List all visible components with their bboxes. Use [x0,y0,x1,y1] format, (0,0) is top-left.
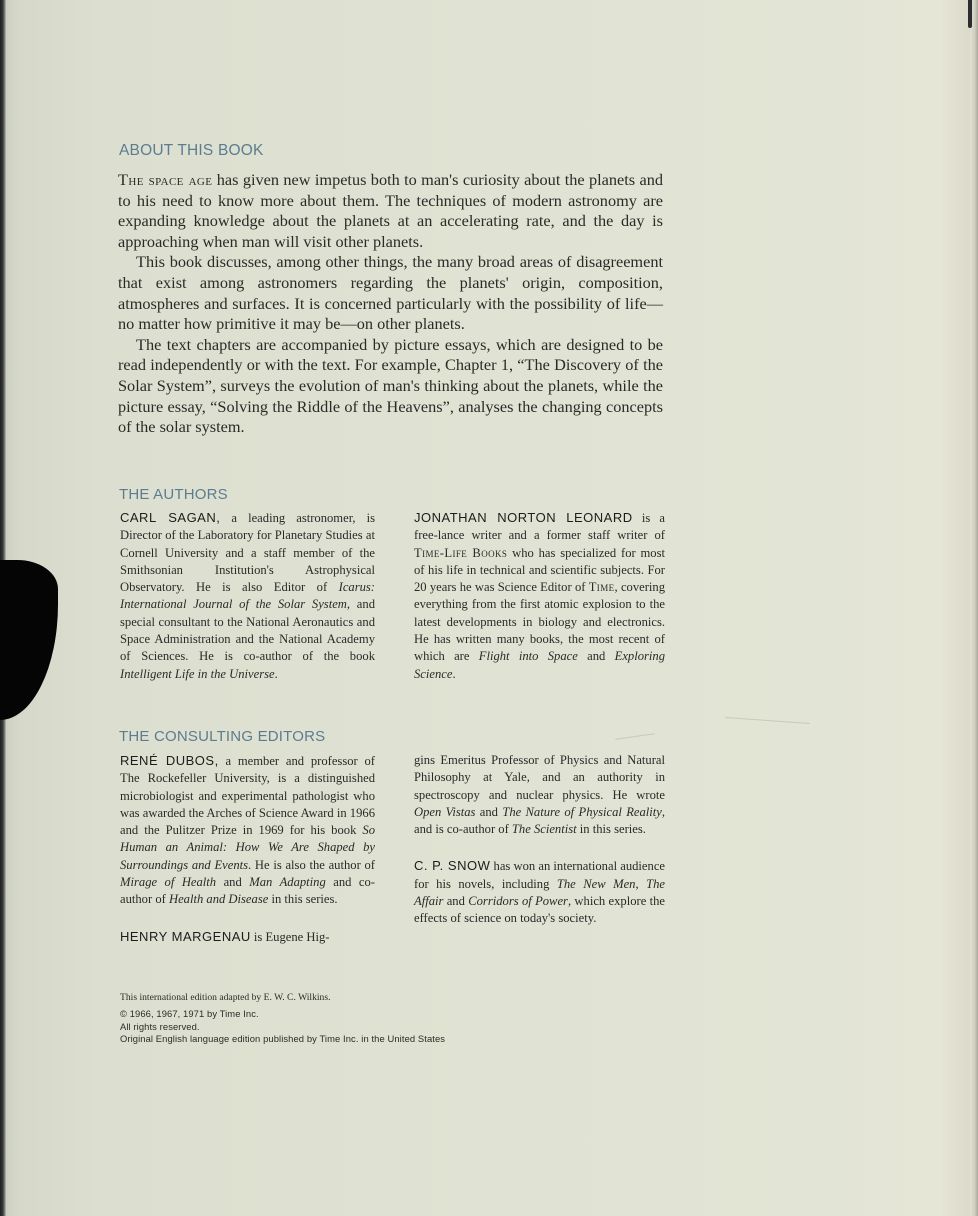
author-bio-sagan: CARL SAGAN, a leading astronomer, is Director of the Laboratory for Planetary Studies at Cornell University and a staff member of the Smithsonian Institution's Astrophysical Observatory. He is also Editor of Icarus: International Journal of the Solar System, and special consultant to the National Aeronautics and Space Administration and the National Academy of Sciences. He is co-author of the book Intelligent Life in the Universe. [120,510,375,681]
edition-credit: This international edition adapted by E. W. C. Wilkins. [120,992,331,1003]
editor-bio-snow: C. P. SNOW has won an international audience for his novels, including The New Men, The Affair and Corridors of Power, which explore the effects of science on today's society. [414,858,665,926]
copyright-line: © 1966, 1967, 1971 by Time Inc. [120,1008,259,1020]
about-paragraph-2: This book discusses, among other things, the many broad areas of disagreement that exist among astronomers regarding the planets' origin, composition, atmospheres and surfaces. It is concerned particularly with the possibility of life—no matter how primitive it may be—on other planets. [118,252,663,334]
editor-bios-left [120,752,375,946]
editor-bio-margenau-cont: gins Emeritus Professor of Physics and Natural Philosophy at Yale, and an authority in spectroscopy and nuclear physics. He wrote Open Vistas and The Nature of Physical Reality, and is co-author of The Scientist in this series. [414,753,666,837]
book-title: The New Men [556,876,636,891]
book-title: The Scientist [511,822,577,837]
book-title: The Nature of Physical Reality [502,804,662,819]
original-edition-line: Original English language edition published by Time Inc. in the United States [120,1033,446,1045]
book-title: Mirage of Health [120,875,217,890]
author-name: CARL SAGAN, [120,510,221,525]
editor-bio-margenau-start [120,928,375,946]
paper-crease [725,717,810,724]
editor-name: RENÉ DUBOS, [120,753,219,768]
book-title: So Human an Animal: How We Are Shaped by Surroundings and Events [120,823,375,872]
copyright-credits [120,992,445,1046]
editor-name: C. P. SNOW [414,858,491,874]
book-title: Health and Disease [168,892,269,907]
consulting-editors-heading: THE CONSULTING EDITORS [119,728,326,745]
book-title: Open Vistas [414,804,476,819]
thumb-tab-shadow [0,560,58,720]
about-heading: ABOUT THIS BOOK [119,142,264,159]
about-paragraph-1: The space age has given new impetus both to man's curiosity about the planets and to his need to know more about them. The techniques of modern astronomy are expanding knowledge about the planets at an accelerating rate, and the day is approaching when man will visit other planets. [118,170,663,251]
book-title: Exploring Science [414,649,665,681]
editor-bios-right [414,752,665,928]
editor-bio-dubos: RENÉ DUBOS, a member and professor of The Rockefeller University, is a distinguished microbiologist and experimental pathologist who was awarded the Arches of Science Award in 1966 and the Pulitzer Prize in 1969 for his book So Human an Animal: How We Are Shaped by Surroundings and Events. He is also the author of Mirage of Health and Man Adapting and co-author of Health and Disease in this series. [120,753,376,907]
about-paragraph-3: The text chapters are accompanied by picture essays, which are designed to be read independently or with the text. For example, Chapter 1, “The Discovery of the Solar System”, surveys the evolution of man's thinking about the planets, while the picture essay, “Solving the Riddle of the Heavens”, analyses the changing concepts of the solar system. [118,334,663,437]
page-right-edge [970,0,978,1216]
author-bio-leonard: JONATHAN NORTON LEONARD is a free-lance writer and a former staff writer of Time-Life Books who has specialized for most of his life in technical and scientific subjects. For 20 years he was Science Editor of Time, covering everything from the first atomic explosion to the latest developments in biology and electronics. He has written many books, the most recent of which are Flight into Space and Exploring Science. [414,510,666,681]
book-title: Intelligent Life in the Universe [120,666,275,681]
book-title: Corridors of Power [468,894,568,909]
editor-name: HENRY MARGENAU [120,928,251,944]
author-name: JONATHAN NORTON LEONARD [414,510,633,525]
page-corner-mark [968,0,972,28]
about-lead-in: The space age [118,170,213,189]
book-title: Flight into Space [478,649,578,664]
book-title: Man Adapting [249,875,326,890]
book-title: Icarus: International Journal of the Solar System, [120,580,375,612]
book-title: The Affair [414,876,665,909]
about-body [118,170,663,438]
rights-line: All rights reserved. [120,1020,200,1032]
paper-crease [615,733,655,740]
margenau-bio-start: is Eugene Hig- [250,929,330,944]
authors-heading: THE AUTHORS [119,486,228,503]
